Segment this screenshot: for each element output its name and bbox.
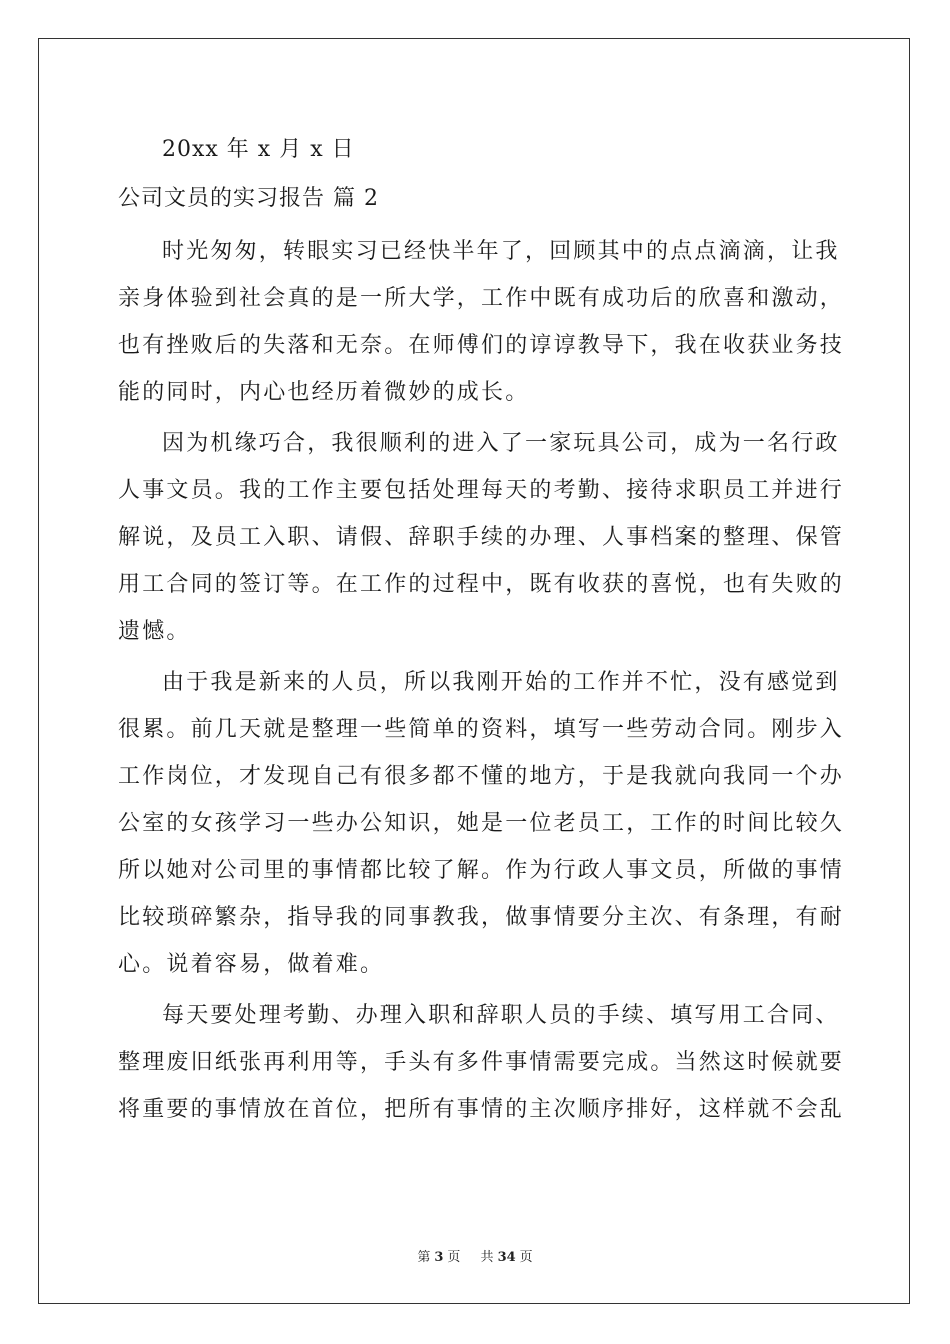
paragraph-1 bbox=[118, 225, 845, 416]
paragraph-line: 亲身体验到社会真的是一所大学，工作中既有成功后的欣喜和激动， bbox=[118, 286, 845, 311]
paragraph-line: 时光匆匆，转眼实习已经快半年了，回顾其中的点点滴滴，让我 bbox=[162, 239, 840, 264]
date-line: 20xx 年 x 月 x 日 bbox=[162, 137, 355, 162]
total-pages: 34 bbox=[497, 1250, 516, 1265]
paragraph-line: 每天要处理考勤、办理入职和辞职人员的手续、填写用工合同、 bbox=[162, 1003, 840, 1028]
paragraph-line: 人事文员。我的工作主要包括处理每天的考勤、接待求职员工并进行 bbox=[118, 478, 845, 503]
paragraph-line: 用工合同的签订等。在工作的过程中，既有收获的喜悦，也有失败的 bbox=[118, 572, 845, 597]
paragraph-2 bbox=[118, 417, 845, 655]
page-prefix: 第 bbox=[417, 1250, 431, 1265]
paragraph-3 bbox=[118, 656, 845, 988]
paragraph-line: 能的同时，内心也经历着微妙的成长。 bbox=[118, 380, 530, 405]
paragraph-line: 心。说着容易，做着难。 bbox=[118, 952, 385, 977]
paragraph-line: 公室的女孩学习一些办公知识，她是一位老员工，工作的时间比较久 bbox=[118, 811, 845, 836]
paragraph-line: 很累。前几天就是整理一些简单的资料，填写一些劳动合同。刚步入 bbox=[118, 717, 845, 742]
paragraph-line: 将重要的事情放在首位，把所有事情的主次顺序排好，这样就不会乱 bbox=[118, 1097, 845, 1122]
page-footer bbox=[0, 1246, 950, 1265]
section-title: 公司文员的实习报告 篇 2 bbox=[118, 186, 379, 211]
page-unit: 页 bbox=[447, 1250, 461, 1265]
paragraph-4 bbox=[118, 989, 845, 1133]
total-pages-indicator bbox=[477, 1250, 537, 1265]
paragraph-line: 解说，及员工入职、请假、辞职手续的办理、人事档案的整理、保管 bbox=[118, 525, 845, 550]
paragraph-line: 所以她对公司里的事情都比较了解。作为行政人事文员，所做的事情 bbox=[118, 858, 845, 883]
paragraph-line: 也有挫败后的失落和无奈。在师傅们的谆谆教导下，我在收获业务技 bbox=[118, 333, 845, 358]
paragraph-line: 由于我是新来的人员，所以我刚开始的工作并不忙，没有感觉到 bbox=[162, 670, 840, 695]
page-indicator bbox=[413, 1250, 464, 1265]
paragraph-line: 比较琐碎繁杂，指导我的同事教我，做事情要分主次、有条理，有耐 bbox=[118, 905, 845, 930]
page-number: 3 bbox=[434, 1250, 444, 1265]
document-body bbox=[118, 128, 845, 1134]
paragraph-line: 工作岗位，才发现自己有很多都不懂的地方，于是我就向我同一个办 bbox=[118, 764, 845, 789]
total-prefix: 共 bbox=[480, 1250, 494, 1265]
total-unit: 页 bbox=[519, 1250, 533, 1265]
paragraph-line: 因为机缘巧合，我很顺利的进入了一家玩具公司，成为一名行政 bbox=[162, 431, 840, 456]
paragraph-line: 遗憾。 bbox=[118, 619, 191, 644]
paragraph-line: 整理废旧纸张再利用等，手头有多件事情需要完成。当然这时候就要 bbox=[118, 1050, 845, 1075]
